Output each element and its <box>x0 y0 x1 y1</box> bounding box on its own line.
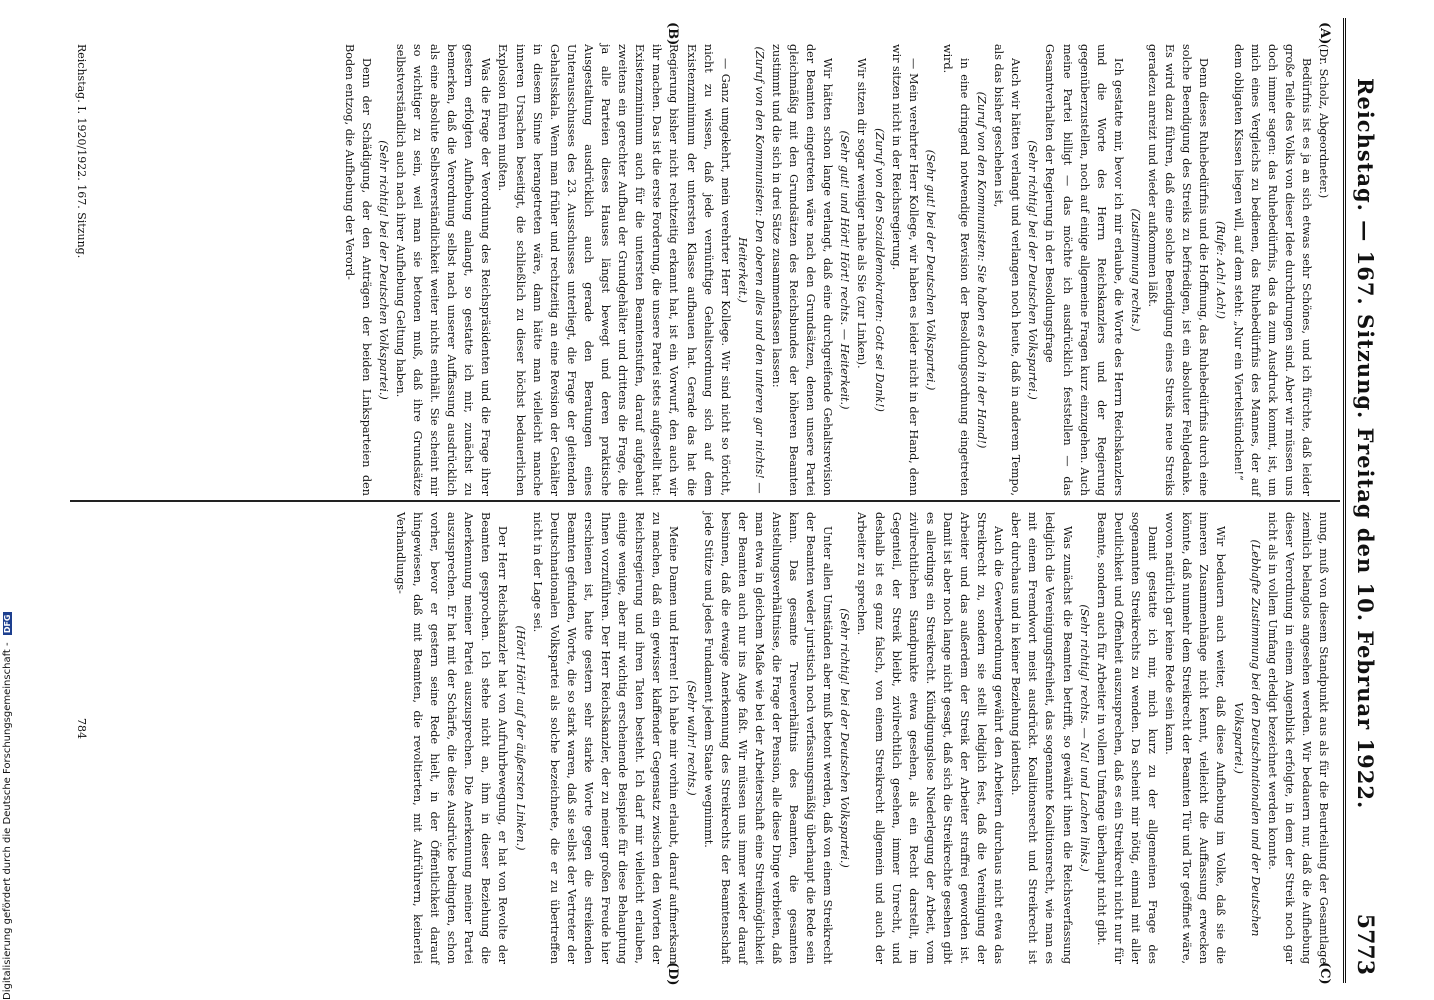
paragraph: Denn dieses Ruhebedürfnis und die Hoffnung, das Ruhebedürfnis durch eine solche Beendigung des Streiks zu befriedigen, ist ein absoluter Fehlgedanke. Es wird dazu führen, daß eine solche Beendigung eines Streiks neue Streiks geradezu anreizt und wieder aufkommen läßt. <box>1146 44 1211 496</box>
interjection: (Sehr richtig! bei der Deutschen Volkspartei.) <box>838 608 852 868</box>
scanned-page <box>60 18 1380 986</box>
interjection: (Sehr gut! und Hört! Hört! rechts. — Heiterkeit.) <box>838 130 852 410</box>
column-mark-a: (A) <box>1317 22 1332 45</box>
paragraph: Auch die Gewerbeordnung gewährt den Arbeitern durchaus nicht etwa das Streikrecht zu, sondern sie stellt lediglich fest, daß die Vereinigung der Arbeiter und das außerdem der Streik der Arbeiter straffrei geworden ist. Damit ist aber noch lange nicht gesagt, daß sich die Streikrechte gesehen gibt es allerdings ein Streikrecht. Kündigungslose Niederlegung der Arbeit, vom zivilrechtlichen Standpunkte etwa gesehen, als ein Recht darstellt, im Gegenteil, der Streik bleibt, zivilrechtlich gesehen, immer Unrecht, und deshalb ist es ganz falsch, von einem Streikrecht allgemein und auch der Arbeiter zu sprechen. <box>855 512 1006 964</box>
interjection: (Zuruf von den Kommunisten: Sie haben es doch in der Hand!) <box>975 91 989 449</box>
interjection: (Sehr richtig! bei der Deutschen Volkspartei.) <box>376 140 390 400</box>
page-number: 5773 <box>1352 913 1378 975</box>
paragraph: Bedürfnis ist es ja an sich etwas sehr Schönes, und ich fürchte, daß leider große Teile des Volks von dieser Idee durchdrungen sind. Aber wir müssen uns doch immer sagen: das Ruhebedürfnis, das da zum Ausdruck kommt, ist, um mich eines Vergleichs zu bedienen, das Ruhebedürfnis des Mannes, der auf dem obligaten Kissen liegen will, auf dem steht: „Nur ein Viertelstündchen!“ <box>1231 44 1313 496</box>
paragraph: Unter allen Umständen aber muß betont werden, daß von einem Streikrecht der Beamten weder juristisch noch verfassungsmäßig überhaupt die Rede sein kann. Das gesamte Treueverhältnis des Beamten, die gesamten Anstellungsverhältnisse, die Frage der Pension, alle diese Dinge verbieten, daß man etwa in gleichem Maße wie bei der Arbeiterschaft eine Streikmöglichkeit der Beamten auch nur ins Auge faßt. Wir müssen uns immer wieder darauf besinnen, daß die etwaige Anerkennung des Streikrechts der Beamtenschaft jede Stütze und jedes Fundament jedem Staate wegnimmt. <box>701 512 835 964</box>
page-header <box>1343 18 1380 983</box>
page-title: Reichstag. — 167. Sitzung. Freitag den 10. Februar 1922. <box>1353 78 1378 810</box>
interjection: (Zuruf von den Kommunisten: Den oberen alles und den unteren gar nichts! — Heiterkeit.) <box>735 46 766 494</box>
paragraph: Wir bedauern auch weiter, daß diese Aufhebung im Volke, daß sie die inneren Zusammenhänge nicht kennt, vielleicht die Auffassung erwecken könnte, daß nunmehr dem Streikrecht der Beamten Tür und Tor geöffnet wäre, wovon natürlich gar keine Rede sein kann. <box>1163 512 1228 964</box>
paragraph: Denn der Schädigung, der den Anträgen der beiden Linksparteien den Boden entzog, die Aufhebung der Verord- <box>342 44 373 496</box>
paragraph: Damit gestatte ich mir, mich kurz zu der allgemeinen Frage des sogenannten Streikrechts zu wenden. Da scheint mir nötig, einmal mit aller Deutlichkeit und Offenheit auszusprechen, daß es ein Streikrecht nicht nur für Beamte, sondern auch für Arbeiter in vollem Umfange überhaupt nicht gibt. <box>1094 512 1160 964</box>
paragraph: (Dr. Scholz, Abgeordneter.) <box>1317 44 1330 199</box>
paragraph: nung, muß von diesem Standpunkt aus als für die Beurteilung der Gesamtlage ziemlich belanglos angesehen werden. Wir bedauern nur, daß die Aufhebung dieser Verordnung in einem Augenblick erfolgte, in dem der Streik noch gar nicht als in vollem Umfang erledigt bezeichnet werden konnte. <box>1265 512 1330 964</box>
paragraph: Der Herr Reichskanzler hat von Aufruhrbewegung, er hat von Revolte der Beamten gesprochen. Ich stehe nicht an, ihm in dieser Beziehung die Anerkennung meiner Partei auszusprechen. Die Anerkennung meiner Partei auszusprechen. Er hat mit der Schärfe, die diese Ausdrücke bedingten, schon vorher, bevor er gestern seine Rede hielt, in der Öffentlichkeit darauf hingewiesen, daß mit Beamten, die revoltierten, mit Aufrührern, keinerlei Verhandlungs- <box>393 512 510 964</box>
paragraph: Meine Damen und Herren! Ich habe mir vorhin erlaubt, darauf aufmerksam zu machen, daß ein gewisser klaffender Gegensatz zwischen den Worten der Reichsregierung und ihren Taten besteht. Ich darf mir vielleicht erlauben, einige wenige, aber mir wichtig erscheinende Beispiele für diese Behauptung Ihnen vorzuführen. Der Herr Reichskanzler, der zu meiner großen Freude hier erschienen ist, hatte gestern sehr starke Worte gegen die streikenden Beamten gefunden, Worte, die so stark waren, daß sie selbst der Vertreter der Deutschnationalen Volkspartei als solche bezeichnete, die er zu übertreffen nicht in der Lage sei. <box>530 512 681 964</box>
column-mark-b: (B) <box>665 22 680 46</box>
paragraph: Wir sitzen dir sogar weniger nahe als Sie (zur Linken). <box>855 58 869 369</box>
paragraph: — Ganz umgekehrt, mein verehrter Herr Kollege. Wir sind nicht so töricht, nicht zu wissen, daß jede vernünftige Gehaltsordnung sich auf dem Existenzminimum der untersten Klasse aufbauen hat. Gerade das hat die Regierung bisher nicht rechtzeitig erkannt hat, ist ein Vorwurf, den auch wir ihr machen. Das ist die erste Forderung, die unsere Partei stets aufgestellt hat: Existenzminimum auch für die untersten Beamtenstufen, darauf aufgebaut zweitens ein gerechter Aufbau der Grundgehälter und drittens die Frage, die ja alle Parteien dieses Hauses längst bewegt und deren praktische Ausgestaltung ausdrücklich auch gerade den Beratungen eines Unterausschusses des 23. Ausschusses unterliegt, die Frage der gleitenden Gehaltsskala. Wenn man früher und rechtzeitig an eine Revision der Gehälter in diesem Sinne herangetreten wäre, dann hätte man vielleicht manche inneren Ursachen beseitigt, die schließlich zu dieser höchst bedauerlichen Explosion führen mußten. <box>496 44 732 496</box>
interjection: (Lebhafte Zustimmung bei den Deutschnationalen und der Deutschen Volkspartei.) <box>1231 539 1262 937</box>
column-divider <box>70 500 1340 502</box>
footer-number: 784 <box>75 718 88 739</box>
interjection: (Rufe: Ach! Ach!) <box>1214 220 1228 320</box>
paragraph: — Mein verehrter Herr Kollege, wir haben es leider nicht in der Hand, denn wir sitzen nicht in der Reichsregierung. <box>889 44 920 496</box>
paragraph: Ich gestatte mir, bevor ich mir erlaube, die Worte des Herrn Reichskanzlers und die Worte des Herrn Reichskanzlers und der Regierung gegenüberzustellen, noch auf einige allgemeine Fragen kurz einzugehen. Auch meine Partei billigt — das möchte ich ausdrücklich feststellen — das Gesamtverhalten der Regierung in der Besoldungsfrage <box>1043 44 1125 496</box>
paragraph: Was die Frage der Verordnung des Reichspräsidenten und die Frage ihrer gestern erfolgten Aufhebung anlangt, so gestatte ich mir, zunächst zu bemerken, daß die Verordnung selbst nach unserer Auffassung ausdrücklich als eine absolute Selbstverständlichkeit weiter nichts enthält. Sie scheint mir so wichtiger zu sein, weil man sie betonen muß, daß ihre Grundsätze selbstverständlich auch nach ihrer Aufhebung Geltung haben. <box>393 44 493 496</box>
page-footer: Reichstag. I. 1920/1922. 167. Sitzung. <box>75 44 88 259</box>
paragraph: Auch wir hätten verlangt und verlangen noch heute, daß in anderem Tempo, als das bisher geschehen ist, <box>992 44 1023 496</box>
dfg-logo: DFG <box>3 614 12 634</box>
interjection: (Hört! Hört! auf der äußersten Linken.) <box>513 625 527 851</box>
left-text-column <box>341 44 1332 496</box>
credit-text: Digitalisierung gefördert durch die Deutsche Forschungsgemeinschaft - <box>2 642 13 1000</box>
interjection: (Zuruf von den Sozialdemokraten: Gott sei Dank!) <box>872 128 886 412</box>
interjection: (Sehr richtig! rechts. — Na! und Lachen links.) <box>1077 604 1091 872</box>
interjection: (Sehr richtig! bei der Deutschen Volkspartei.) <box>1026 140 1040 400</box>
paragraph: Wir hätten schon lange verlangt, daß eine durchgreifende Gehaltsrevision der Beamten eingetreten wäre nach den Grundsätzen, denen unsere Partei gleichmäßig mit den Grundsätzen des Reichsbundes der höheren Beamten zustimmt und die sich in drei Sätze zusammenfassen lassen: <box>770 44 835 496</box>
interjection: (Sehr wahr! rechts.) <box>684 680 698 796</box>
paragraph: in eine dringend notwendige Revision der Besoldungsordnung eingetreten wird. <box>940 44 972 496</box>
paragraph: Was zunächst die Beamten betrifft, so gewährt ihnen die Reichsverfassung lediglich die Vereinigungsfreiheit, das sogenannte Koalitionsrecht, wie man es mit einem Fremdwort meist ausdrückt. Koalitionsrecht und Streikrecht ist aber durchaus und in keiner Beziehung identisch. <box>1009 512 1074 964</box>
column-mark-d: (D) <box>665 962 680 986</box>
interjection: (Sehr gut! bei der Deutschen Volkspartei.) <box>923 149 937 391</box>
column-mark-c: (C) <box>1317 962 1332 985</box>
interjection: (Zustimmung rechts.) <box>1128 208 1142 332</box>
right-text-column <box>392 512 1332 964</box>
digitization-credit <box>2 613 13 1000</box>
